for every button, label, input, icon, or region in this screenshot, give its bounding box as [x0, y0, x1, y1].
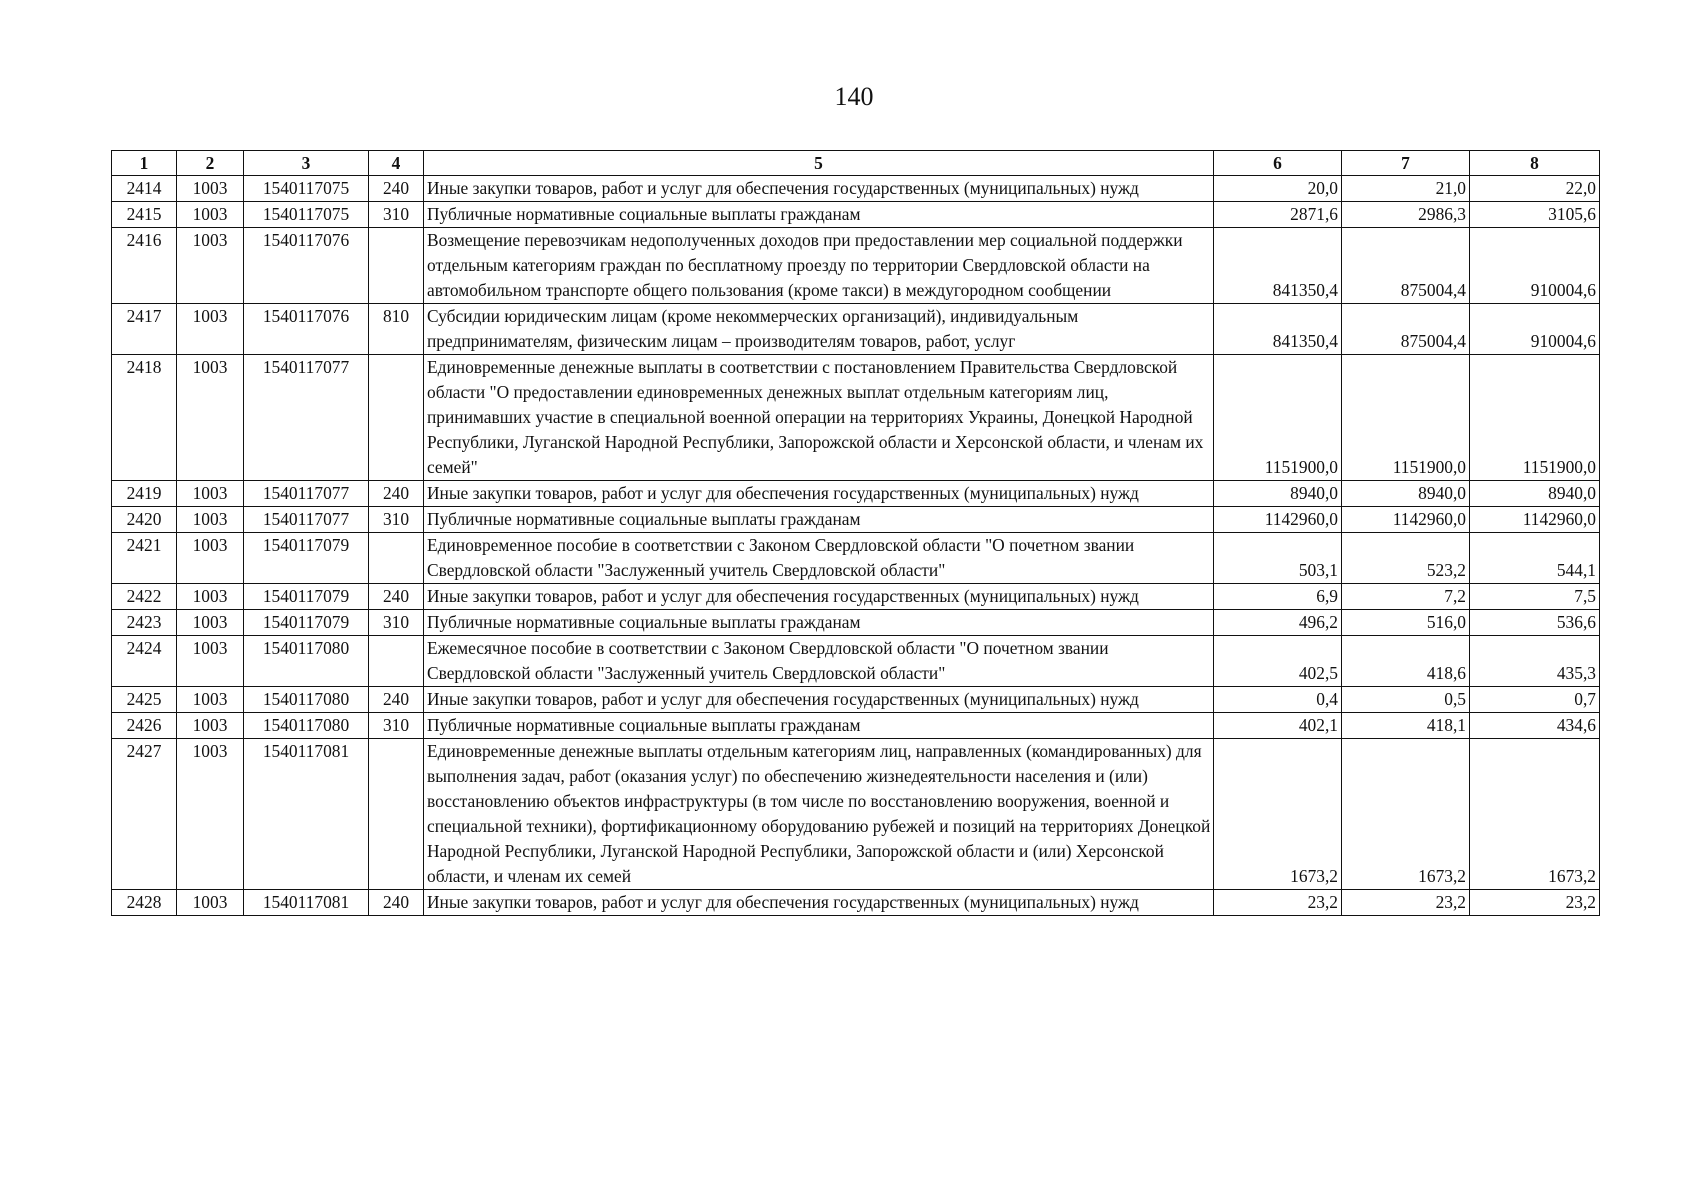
amount-col-8-cell: 435,3: [1470, 636, 1600, 687]
amount-col-7-cell: 2986,3: [1342, 202, 1470, 228]
expense-type-code-cell: [369, 636, 424, 687]
row-number-cell: 2416: [112, 228, 177, 304]
amount-col-6-cell: 20,0: [1214, 176, 1342, 202]
target-article-code-cell: 1540117079: [244, 584, 369, 610]
amount-col-8-cell: 1673,2: [1470, 739, 1600, 890]
table-row: [112, 584, 1600, 610]
amount-col-6-cell: 841350,4: [1214, 304, 1342, 355]
section-code-cell: 1003: [177, 739, 244, 890]
target-article-code-cell: 1540117075: [244, 202, 369, 228]
description-cell: Единовременное пособие в соответствии с Законом Свердловской области "О почетном звании Свердловской области "Заслуженный учитель Свердловской области": [424, 533, 1214, 584]
target-article-code-cell: 1540117080: [244, 636, 369, 687]
expense-type-code-cell: 310: [369, 507, 424, 533]
table-row: [112, 610, 1600, 636]
expense-type-code-cell: 240: [369, 687, 424, 713]
column-header-8: 8: [1470, 151, 1600, 176]
target-article-code-cell: 1540117077: [244, 481, 369, 507]
amount-col-6-cell: 503,1: [1214, 533, 1342, 584]
column-header-5: 5: [424, 151, 1214, 176]
amount-col-8-cell: 23,2: [1470, 890, 1600, 916]
row-number-cell: 2423: [112, 610, 177, 636]
section-code-cell: 1003: [177, 481, 244, 507]
target-article-code-cell: 1540117077: [244, 507, 369, 533]
target-article-code-cell: 1540117080: [244, 713, 369, 739]
section-code-cell: 1003: [177, 584, 244, 610]
row-number-cell: 2421: [112, 533, 177, 584]
expense-type-code-cell: 240: [369, 584, 424, 610]
amount-col-6-cell: 0,4: [1214, 687, 1342, 713]
table-row: [112, 713, 1600, 739]
description-cell: Иные закупки товаров, работ и услуг для обеспечения государственных (муниципальных) нужд: [424, 176, 1214, 202]
description-cell: Иные закупки товаров, работ и услуг для обеспечения государственных (муниципальных) нужд: [424, 481, 1214, 507]
table-row: [112, 890, 1600, 916]
target-article-code-cell: 1540117081: [244, 739, 369, 890]
amount-col-7-cell: 1151900,0: [1342, 355, 1470, 481]
amount-col-7-cell: 1142960,0: [1342, 507, 1470, 533]
column-header-7: 7: [1342, 151, 1470, 176]
amount-col-6-cell: 402,5: [1214, 636, 1342, 687]
expense-type-code-cell: 310: [369, 610, 424, 636]
row-number-cell: 2417: [112, 304, 177, 355]
expense-type-code-cell: 310: [369, 713, 424, 739]
description-cell: Публичные нормативные социальные выплаты гражданам: [424, 713, 1214, 739]
table-row: [112, 176, 1600, 202]
table-row: [112, 533, 1600, 584]
amount-col-6-cell: 1673,2: [1214, 739, 1342, 890]
section-code-cell: 1003: [177, 687, 244, 713]
target-article-code-cell: 1540117080: [244, 687, 369, 713]
amount-col-7-cell: 23,2: [1342, 890, 1470, 916]
row-number-cell: 2415: [112, 202, 177, 228]
description-cell: Ежемесячное пособие в соответствии с Законом Свердловской области "О почетном звании Свердловской области "Заслуженный учитель Свердловской области": [424, 636, 1214, 687]
section-code-cell: 1003: [177, 304, 244, 355]
expense-type-code-cell: 240: [369, 481, 424, 507]
table-row: [112, 202, 1600, 228]
amount-col-7-cell: 7,2: [1342, 584, 1470, 610]
column-header-4: 4: [369, 151, 424, 176]
header-row: [112, 151, 1600, 176]
row-number-cell: 2419: [112, 481, 177, 507]
amount-col-8-cell: 910004,6: [1470, 304, 1600, 355]
expense-type-code-cell: [369, 533, 424, 584]
description-cell: Публичные нормативные социальные выплаты гражданам: [424, 202, 1214, 228]
amount-col-7-cell: 418,6: [1342, 636, 1470, 687]
table-row: [112, 304, 1600, 355]
description-cell: Возмещение перевозчикам недополученных доходов при предоставлении мер социальной поддержки отдельным категориям граждан по бесплатному проезду по территории Свердловской области на автомобильном транспорте общего пользования (кроме такси) в междугородном сообщении: [424, 228, 1214, 304]
amount-col-7-cell: 1673,2: [1342, 739, 1470, 890]
table-row: [112, 355, 1600, 481]
amount-col-6-cell: 402,1: [1214, 713, 1342, 739]
amount-col-6-cell: 6,9: [1214, 584, 1342, 610]
expense-type-code-cell: [369, 739, 424, 890]
column-header-1: 1: [112, 151, 177, 176]
description-cell: Единовременные денежные выплаты отдельным категориям лиц, направленных (командированных) для выполнения задач, работ (оказания услуг) по обеспечению жизнедеятельности населения и (или) восстановлению объектов инфраструктуры (в том числе по восстановлению вооружения, военной и специальной техники), фортификационному оборудованию рубежей и позиций на территориях Донецкой Народной Республики, Луганской Народной Республики, Запорожской области и (или) Херсонской области, и членам их семей: [424, 739, 1214, 890]
amount-col-6-cell: 23,2: [1214, 890, 1342, 916]
description-cell: Публичные нормативные социальные выплаты гражданам: [424, 507, 1214, 533]
expense-type-code-cell: 240: [369, 176, 424, 202]
description-cell: Единовременные денежные выплаты в соответствии с постановлением Правительства Свердловской области "О предоставлении единовременных денежных выплат отдельным категориям лиц, принимавших участие в специальной военной операции на территориях Украины, Донецкой Народной Республики, Луганской Народной Республики, Запорожской области и Херсонской области, и членам их семей": [424, 355, 1214, 481]
amount-col-8-cell: 910004,6: [1470, 228, 1600, 304]
amount-col-7-cell: 875004,4: [1342, 304, 1470, 355]
expense-type-code-cell: 810: [369, 304, 424, 355]
row-number-cell: 2427: [112, 739, 177, 890]
column-header-2: 2: [177, 151, 244, 176]
amount-col-7-cell: 516,0: [1342, 610, 1470, 636]
section-code-cell: 1003: [177, 228, 244, 304]
amount-col-7-cell: 21,0: [1342, 176, 1470, 202]
amount-col-6-cell: 1142960,0: [1214, 507, 1342, 533]
expense-type-code-cell: [369, 228, 424, 304]
amount-col-7-cell: 8940,0: [1342, 481, 1470, 507]
table-body: [112, 176, 1600, 916]
amount-col-7-cell: 523,2: [1342, 533, 1470, 584]
row-number-cell: 2425: [112, 687, 177, 713]
amount-col-6-cell: 8940,0: [1214, 481, 1342, 507]
target-article-code-cell: 1540117076: [244, 228, 369, 304]
section-code-cell: 1003: [177, 176, 244, 202]
amount-col-8-cell: 7,5: [1470, 584, 1600, 610]
description-cell: Публичные нормативные социальные выплаты гражданам: [424, 610, 1214, 636]
row-number-cell: 2422: [112, 584, 177, 610]
table-row: [112, 507, 1600, 533]
table-header: [112, 151, 1600, 176]
amount-col-8-cell: 8940,0: [1470, 481, 1600, 507]
amount-col-6-cell: 1151900,0: [1214, 355, 1342, 481]
amount-col-7-cell: 0,5: [1342, 687, 1470, 713]
target-article-code-cell: 1540117079: [244, 533, 369, 584]
row-number-cell: 2424: [112, 636, 177, 687]
amount-col-8-cell: 0,7: [1470, 687, 1600, 713]
description-cell: Иные закупки товаров, работ и услуг для обеспечения государственных (муниципальных) нужд: [424, 584, 1214, 610]
table-row: [112, 636, 1600, 687]
section-code-cell: 1003: [177, 355, 244, 481]
target-article-code-cell: 1540117076: [244, 304, 369, 355]
target-article-code-cell: 1540117081: [244, 890, 369, 916]
description-cell: Субсидии юридическим лицам (кроме некоммерческих организаций), индивидуальным предпринимателям, физическим лицам – производителям товаров, работ, услуг: [424, 304, 1214, 355]
row-number-cell: 2418: [112, 355, 177, 481]
column-header-3: 3: [244, 151, 369, 176]
amount-col-7-cell: 418,1: [1342, 713, 1470, 739]
expense-type-code-cell: [369, 355, 424, 481]
table-row: [112, 228, 1600, 304]
amount-col-8-cell: 544,1: [1470, 533, 1600, 584]
table-row: [112, 739, 1600, 890]
section-code-cell: 1003: [177, 713, 244, 739]
table-row: [112, 481, 1600, 507]
target-article-code-cell: 1540117075: [244, 176, 369, 202]
amount-col-8-cell: 1142960,0: [1470, 507, 1600, 533]
expense-type-code-cell: 240: [369, 890, 424, 916]
amount-col-8-cell: 536,6: [1470, 610, 1600, 636]
section-code-cell: 1003: [177, 533, 244, 584]
section-code-cell: 1003: [177, 202, 244, 228]
amount-col-8-cell: 1151900,0: [1470, 355, 1600, 481]
amount-col-8-cell: 3105,6: [1470, 202, 1600, 228]
amount-col-6-cell: 2871,6: [1214, 202, 1342, 228]
section-code-cell: 1003: [177, 507, 244, 533]
budget-table: [111, 150, 1600, 916]
row-number-cell: 2428: [112, 890, 177, 916]
row-number-cell: 2420: [112, 507, 177, 533]
target-article-code-cell: 1540117079: [244, 610, 369, 636]
expense-type-code-cell: 310: [369, 202, 424, 228]
amount-col-6-cell: 841350,4: [1214, 228, 1342, 304]
amount-col-8-cell: 22,0: [1470, 176, 1600, 202]
target-article-code-cell: 1540117077: [244, 355, 369, 481]
row-number-cell: 2426: [112, 713, 177, 739]
amount-col-7-cell: 875004,4: [1342, 228, 1470, 304]
description-cell: Иные закупки товаров, работ и услуг для обеспечения государственных (муниципальных) нужд: [424, 890, 1214, 916]
table-row: [112, 687, 1600, 713]
description-cell: Иные закупки товаров, работ и услуг для обеспечения государственных (муниципальных) нужд: [424, 687, 1214, 713]
section-code-cell: 1003: [177, 610, 244, 636]
section-code-cell: 1003: [177, 890, 244, 916]
page-number: 140: [834, 82, 874, 111]
row-number-cell: 2414: [112, 176, 177, 202]
column-header-6: 6: [1214, 151, 1342, 176]
amount-col-6-cell: 496,2: [1214, 610, 1342, 636]
amount-col-8-cell: 434,6: [1470, 713, 1600, 739]
section-code-cell: 1003: [177, 636, 244, 687]
